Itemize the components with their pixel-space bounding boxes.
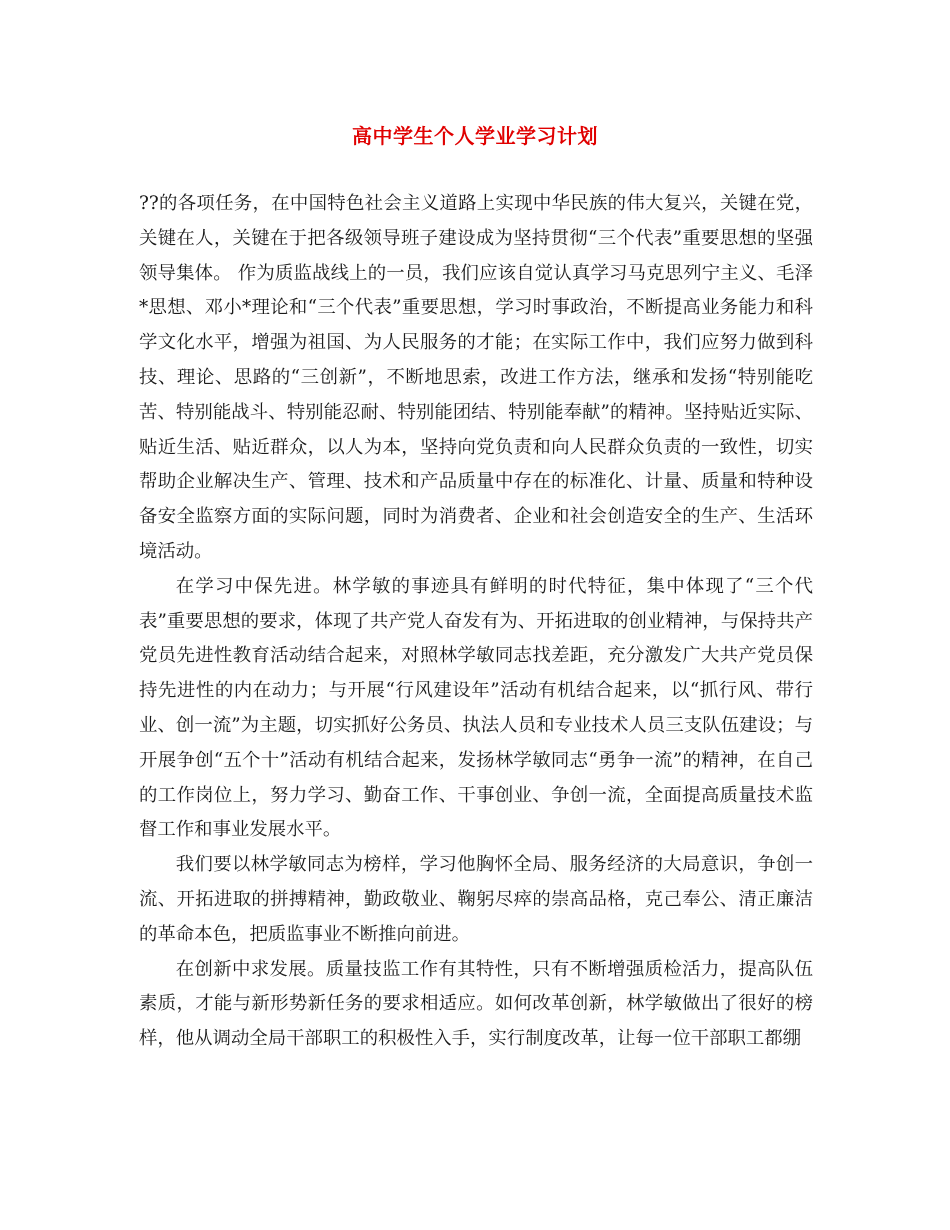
paragraph-1: ??的各项任务，在中国特色社会主义道路上实现中华民族的伟大复兴，关键在党，关键在人，关键在于把各级领导班子建设成为坚持贯彻“三个代表”重要思想的坚强领导集体。 作为质监战线上的一员，我们应该自觉认真学习马克思列宁主义、毛泽*思想、邓小*理论和“三个代表”重要思想，学习时事政治，不断提高业务能力和科学文化水平，增强为祖国、为人民服务的才能；在实际工作中，我们应努力做到科技、理论、思路的“三创新”，不断地思索，改进工作方法，继承和发扬“特别能吃苦、特别能战斗、特别能忍耐、特别能团结、特别能奉献”的精神。坚持贴近实际、贴近生活、贴近群众，以人为本，坚持向党负责和向人民群众负责的一致性，切实帮助企业解决生产、管理、技术和产品质量中存在的标准化、计量、质量和特种设备安全监察方面的实际问题，同时为消费者、企业和社会创造安全的生产、生活环境活动。 (139, 193, 813, 562)
paragraph-4: 在创新中求发展。质量技监工作有其特性，只有不断增强质检活力，提高队伍素质，才能与新形势新任务的要求相适应。如何改革创新，林学敏做出了很好的榜样，他从调动全局干部职工的积极性入手，实行制度改革，让每一位干部职工都绷 (139, 958, 813, 1050)
paragraph-2: 在学习中保先进。林学敏的事迹具有鲜明的时代特征，集中体现了“三个代表”重要思想的要求，体现了共产党人奋发有为、开拓进取的创业精神，与保持共产党员先进性教育活动结合起来，对照林学敏同志找差距，充分激发广大共产党员保持先进性的内在动力；与开展“行风建设年”活动有机结合起来，以“抓行风、带行业、创一流”为主题，切实抓好公务员、执法人员和专业技术人员三支队伍建设；与开展争创“五个十”活动有机结合起来，发扬林学敏同志“勇争一流”的精神，在自己的工作岗位上，努力学习、勤奋工作、干事创业、争创一流，全面提高质量技术监督工作和事业发展水平。 (139, 575, 813, 841)
document-body (139, 187, 813, 1057)
paragraph-3: 我们要以林学敏同志为榜样，学习他胸怀全局、服务经济的大局意识，争创一流、开拓进取的拼搏精神，勤政敬业、鞠躬尽瘁的崇高品格，克己奉公、清正廉洁的革命本色，把质监事业不断推向前进。 (139, 854, 813, 945)
document-title: 高中学生个人学业学习计划 (352, 124, 598, 148)
